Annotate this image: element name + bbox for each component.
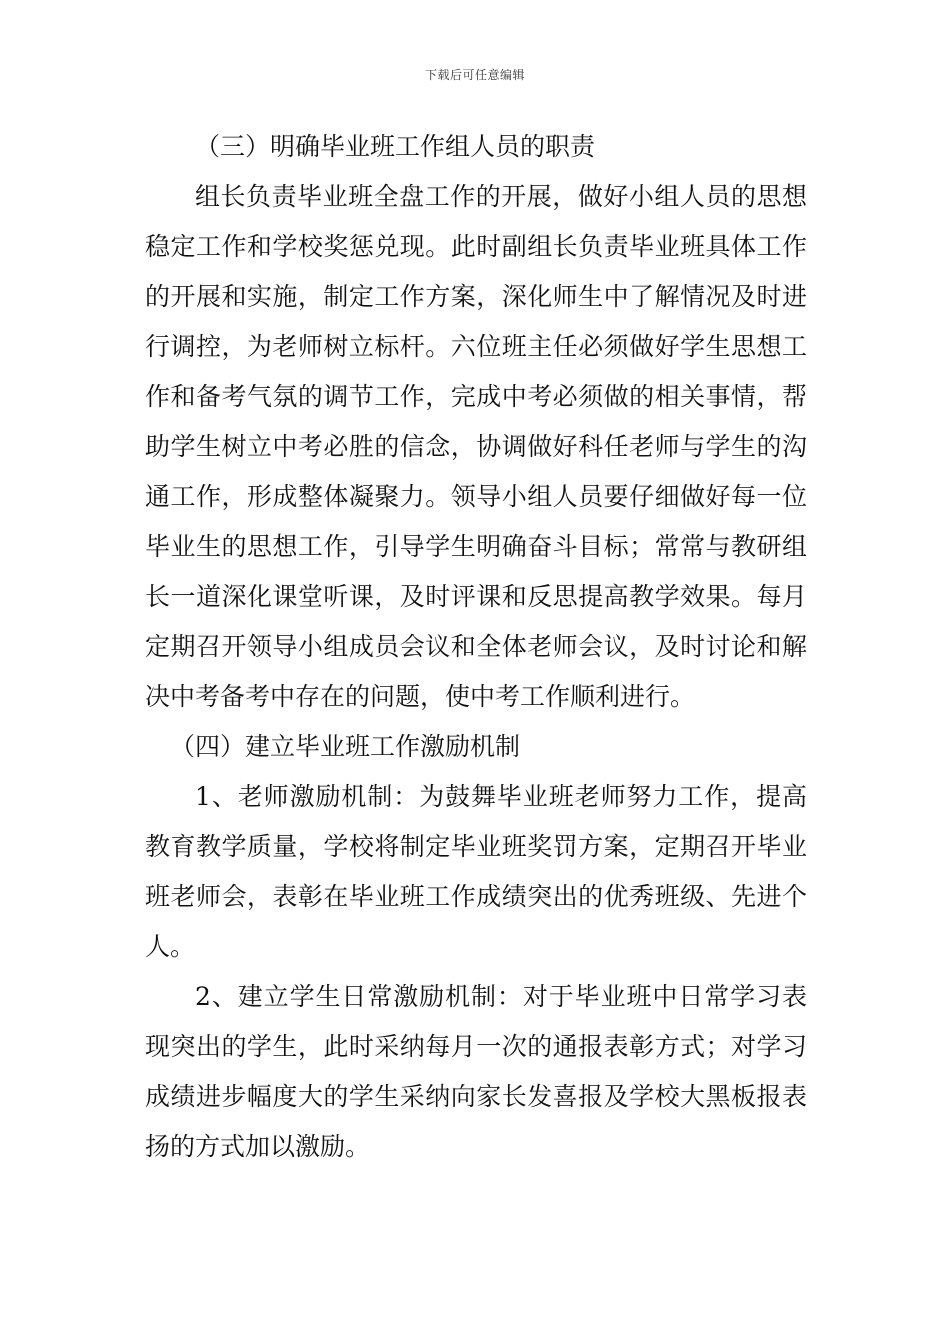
section-4-heading: （四）建立毕业班工作激励机制 [170,732,521,761]
page-header-note: 下载后可任意编辑 [424,68,525,82]
section-4-paragraph-1: 1、老师激励机制：为鼓舞毕业班老师努力工作，提高教育教学质量，学校将制定毕业班奖罚方案，定期召开毕业班老师会，表彰在毕业班工作成绩突出的优秀班级、先进个人。 [145,782,807,961]
document-body [145,122,807,1172]
section-3-heading: （三）明确毕业班工作组人员的职责 [195,132,596,161]
section-3-paragraph: 组长负责毕业班全盘工作的开展，做好小组人员的思想稳定工作和学校奖惩兑现。此时副组长负责毕业班具体工作的开展和实施，制定工作方案，深化师生中了解情况及时进行调控，为老师树立标杆。六位班主任必须做好学生思想工作和备考气氛的调节工作，完成中考必须做的相关事情，帮助学生树立中考必胜的信念，协调做好科任老师与学生的沟通工作，形成整体凝聚力。领导小组人员要仔细做好每一位毕业生的思想工作，引导学生明确奋斗目标；常常与教研组长一道深化课堂听课，及时评课和反思提高教学效果。每月定期召开领导小组成员会议和全体老师会议，及时讨论和解决中考备考中存在的问题，使中考工作顺利进行。 [145,182,807,711]
section-4-paragraph-2: 2、建立学生日常激励机制：对于毕业班中日常学习表现突出的学生，此时采纳每月一次的通报表彰方式；对学习成绩进步幅度大的学生采纳向家长发喜报及学校大黑板报表扬的方式加以激励。 [145,982,807,1161]
